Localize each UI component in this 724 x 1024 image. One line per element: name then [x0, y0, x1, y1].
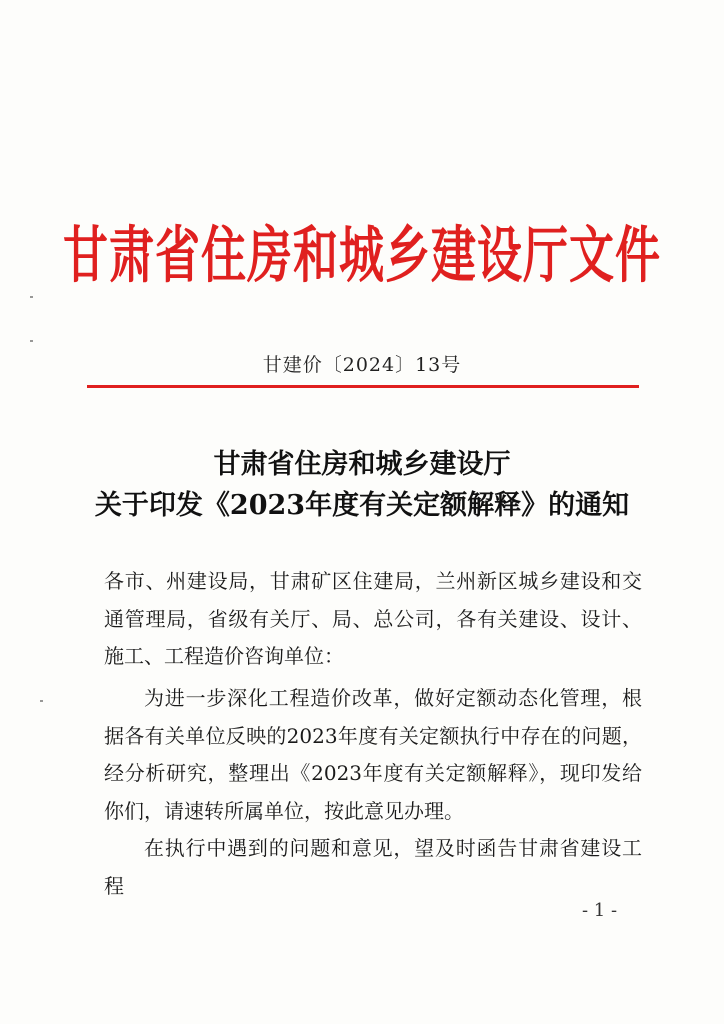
- addressee-paragraph: [104, 563, 642, 676]
- scan-speck: [30, 340, 33, 342]
- red-divider-line: [87, 385, 639, 388]
- document-header-title: 甘肃省住房和城乡建设厅文件: [62, 219, 661, 292]
- paragraph-2-text: 在执行中遇到的问题和意见，望及时函告甘肃省建设工程: [104, 836, 642, 898]
- scan-speck: [30, 296, 33, 298]
- body-paragraph-2: [104, 830, 642, 905]
- addressee-text: 各市、州建设局，甘肃矿区住建局，兰州新区城乡建设和交通管理局，省级有关厅、局、总公司，各有关建设、设计、施工、工程造价咨询单位：: [104, 569, 642, 668]
- paragraph-1-text: 为进一步深化工程造价改革，做好定额动态化管理，根据各有关单位反映的2023年度有关定额执行中存在的问题，经分析研究，整理出《2023年度有关定额解释》，现印发给你们，请速转所属单位，按此意见办理。: [104, 686, 642, 823]
- page-number: - 1 -: [582, 900, 618, 921]
- body-paragraph-1: [104, 680, 642, 830]
- document-number: 甘建价〔2024〕13号: [262, 354, 462, 376]
- scan-speck: [40, 700, 43, 702]
- notice-title-line2: 关于印发《2023年度有关定额解释》的通知: [94, 490, 630, 521]
- notice-title-line1: 甘肃省住房和城乡建设厅: [213, 449, 511, 480]
